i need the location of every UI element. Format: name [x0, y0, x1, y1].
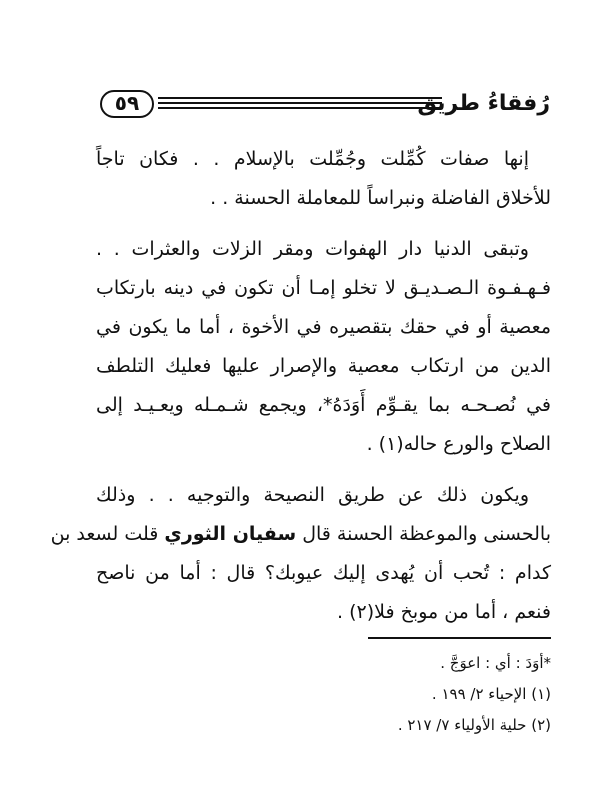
text-line: معصية أو في حقك بتقصيره في الأخوة ، أما ما يكون في — [96, 316, 551, 338]
text-segment: قلت لسعد بن — [50, 523, 165, 545]
bold-person-name: سفيان الثوري — [164, 523, 297, 545]
footnote-separator — [368, 637, 551, 639]
text-line: إنها صفات كُمِّلت وجُمِّلت بالإسلام . . فكان تاجاً — [96, 148, 529, 170]
paragraph-3 — [50, 476, 551, 632]
paragraph-2 — [96, 230, 551, 464]
text-line: الصلاح والورع حاله(١) . — [366, 433, 551, 455]
text-line: للأخلاق الفاضلة ونبراساً للمعاملة الحسنة . . — [210, 187, 551, 209]
page-number-badge: ٥٩ — [100, 90, 154, 118]
text-line: الدين من ارتكاب معصية والإصرار عليها فعليك التلطف — [96, 355, 551, 377]
text-line: وتبقى الدنيا دار الهفوات ومقر الزلات والعثرات . . — [96, 238, 529, 260]
footnotes — [251, 648, 551, 741]
text-line: ويكون ذلك عن طريق النصيحة والتوجيه . . وذلك — [96, 484, 529, 506]
text-segment: بالحسنى والموعظة الحسنة قال — [296, 523, 551, 545]
paragraph-1 — [96, 140, 551, 218]
text-line: في نُصـحـه بما يقـوِّم أَوَدَهُ*، ويجمع شـمـله ويعـيـد إلى — [96, 394, 551, 416]
text-line: كدام : تُحب أن يُهدى إليك عيوبك؟ قال : أما من ناصح — [96, 562, 551, 584]
book-title: رُفقاءُ طريق — [417, 91, 550, 116]
footnote: *أوَدَ : أي : اعوَجَّ . — [440, 654, 551, 672]
text-line: فـهـفـوة الـصـديـق لا تخلو إمـا أن تكون في دينه بارتكاب — [96, 277, 551, 299]
body-text — [50, 140, 551, 632]
page-header — [100, 84, 550, 124]
footnote: (٢) حلية الأولياء ٧/ ٢١٧ . — [397, 716, 551, 734]
header-rule — [158, 97, 442, 111]
text-line-with-name — [50, 515, 551, 554]
text-line: فنعم ، أما من موبخ فلا(٢) . — [337, 601, 551, 623]
footnote: (١) الإحياء ٢/ ١٩٩ . — [431, 685, 551, 703]
